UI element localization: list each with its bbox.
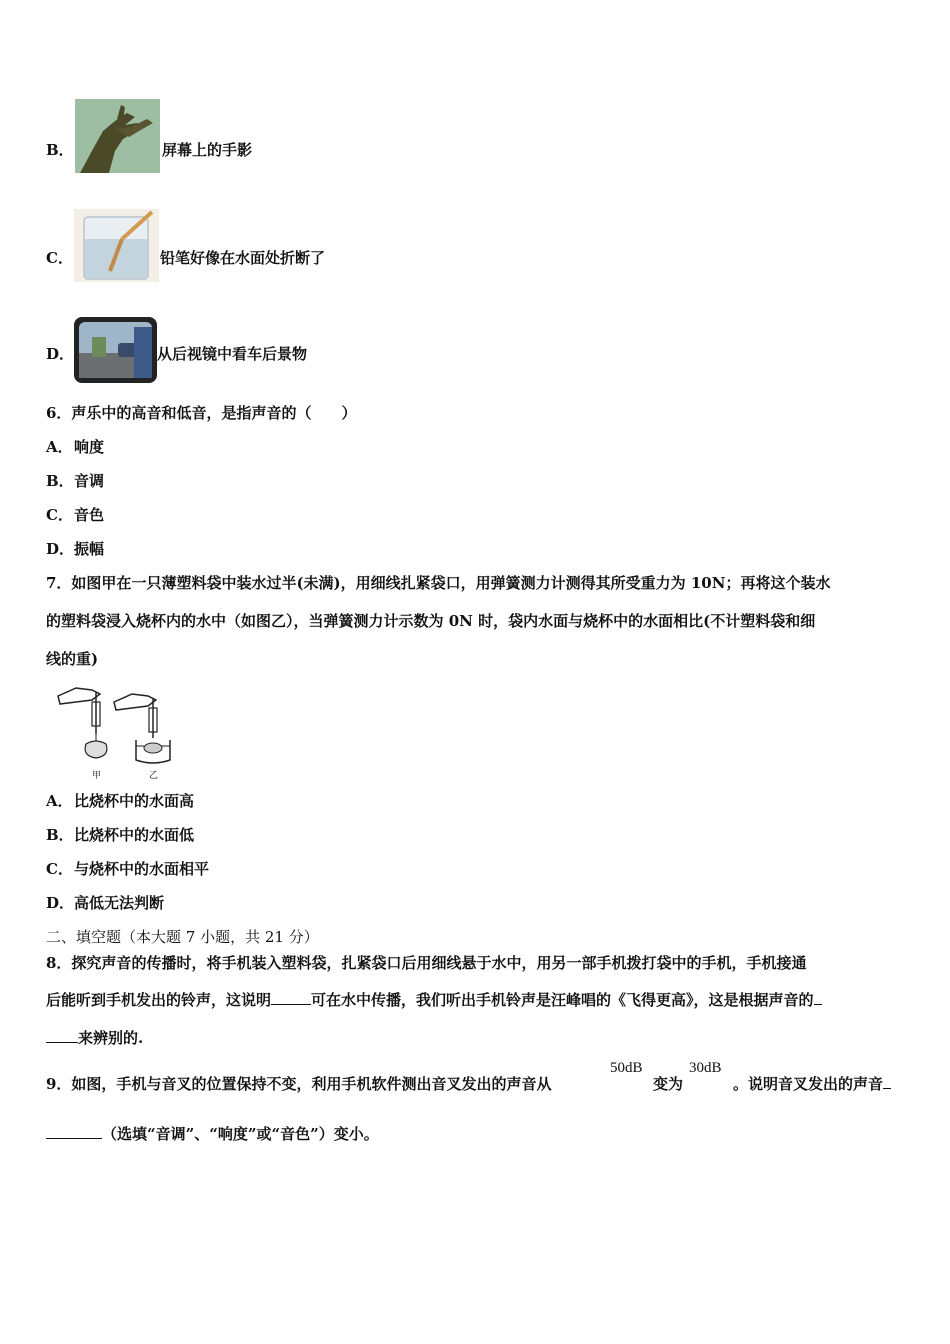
question-9-line-2: （选填“音调”、“响度”或“音色”）变小。 <box>46 1124 379 1144</box>
answer-blank[interactable] <box>46 1028 78 1043</box>
value-to-db: 30dB <box>689 1060 722 1076</box>
q6-option-c: C．音色 <box>46 506 105 524</box>
question-7-line-3: 线的重) <box>46 650 99 668</box>
spring-scale-figure <box>56 682 176 782</box>
question-9-line-1: 9．如图，手机与音叉的位置保持不变，利用手机软件测出音叉发出的声音从 <box>46 1075 552 1093</box>
q7-option-a: A．比烧杯中的水面高 <box>46 792 195 810</box>
hand-shadow-image <box>75 99 160 173</box>
rear-view-mirror-image <box>74 317 157 383</box>
option-d-caption: 从后视镜中看车后景物 <box>157 345 308 363</box>
option-d-picture-row <box>46 344 74 364</box>
q6-option-a: A．响度 <box>46 438 105 456</box>
option-letter: D． <box>46 345 75 363</box>
option-c-picture-row <box>46 248 73 268</box>
question-8-line-2: 后能听到手机发出的铃声，这说明 可在水中传播，我们听出手机铃声是汪峰唱的《飞得更高》，这是根据声音的 <box>46 990 822 1010</box>
question-8-line-1: 8．探究声音的传播时，将手机装入塑料袋，扎紧袋口后用细线悬于水中，用另一部手机拨打袋中的手机，手机接通 <box>46 954 807 972</box>
question-8-line-3: 来辨别的. <box>46 1028 143 1048</box>
question-9-middle: 变为 <box>653 1075 684 1093</box>
pencil-in-water-image <box>74 209 159 282</box>
option-letter: B． <box>46 141 74 159</box>
question-7-line-1: 7．如图甲在一只薄塑料袋中装水过半(未满)，用细线扎紧袋口，用弹簧测力计测得其所受重力为 10N；再将这个装水 <box>46 574 831 592</box>
answer-blank[interactable] <box>271 990 311 1005</box>
option-b-picture-row <box>46 140 74 160</box>
question-7-line-2: 的塑料袋浸入烧杯内的水中（如图乙），当弹簧测力计示数为 0N 时，袋内水面与烧杯中的水面相比(不计塑料袋和细 <box>46 612 816 630</box>
answer-blank[interactable] <box>46 1124 102 1139</box>
q7-option-c: C．与烧杯中的水面相平 <box>46 860 210 878</box>
option-c-caption: 铅笔好像在水面处折断了 <box>160 249 326 267</box>
value-from-db: 50dB <box>610 1060 643 1076</box>
q6-option-d: D．振幅 <box>46 540 105 558</box>
section-2-heading: 二、填空题（本大题 7 小题，共 21 分） <box>46 928 319 946</box>
figure-label-yi: 乙 <box>149 770 159 780</box>
option-letter: C． <box>46 249 73 267</box>
question-6-stem: 6．声乐中的高音和低音，是指声音的（ ） <box>46 404 357 422</box>
q7-option-d: D．高低无法判断 <box>46 894 165 912</box>
option-b-caption: 屏幕上的手影 <box>162 141 253 159</box>
q7-option-b: B．比烧杯中的水面低 <box>46 826 195 844</box>
question-9-end: 。说明音叉发出的声音 <box>733 1074 891 1094</box>
answer-blank[interactable] <box>814 990 822 1005</box>
figure-label-jia: 甲 <box>92 770 102 780</box>
q6-option-b: B．音调 <box>46 472 105 490</box>
answer-blank[interactable] <box>883 1074 891 1089</box>
